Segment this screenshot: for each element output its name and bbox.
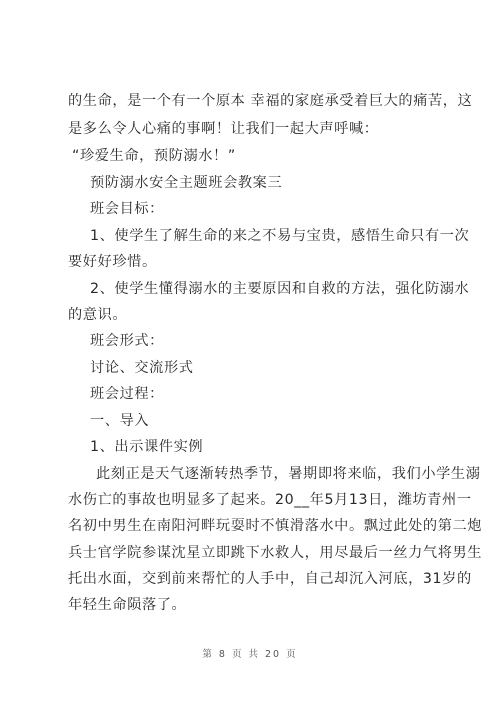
text-line: 托出水面，交到前来帮忙的人手中，自己却沉入河底，31岁的 <box>68 571 472 587</box>
text-line: 一、导入 <box>90 413 150 429</box>
text-line: 2、使学生懂得溺水的主要原因和自救的方法，强化防溺水 <box>90 281 470 297</box>
text-line: 此刻正是天气逐渐转热季节，暑期即将来临，我们小学生溺 <box>96 466 481 482</box>
slogan-line: “珍爱生命，预防溺水！” <box>72 148 236 164</box>
text-line: 名初中男生在南阳河畔玩耍时不慎滑落水中。飘过此处的第二炮 <box>68 518 483 534</box>
heading-format: 班会形式： <box>90 333 164 349</box>
page-number-footer: 第 8 页 共 20 页 <box>202 649 298 660</box>
text-line: 1、出示课件实例 <box>90 439 204 455</box>
section-title: 预防溺水安全主题班会教案三 <box>90 175 283 191</box>
text-line: 兵士官学院参谋沈星立即跳下水救人，用尽最后一丝力气将男生 <box>68 545 483 561</box>
heading-goals: 班会目标： <box>90 201 164 217</box>
text-line: 要好好珍惜。 <box>68 254 157 270</box>
text-line: 年轻生命陨落了。 <box>68 597 187 613</box>
text-line: 水伤亡的事故也明显多了起来。20__年5月13日，潍坊青州一 <box>68 492 472 508</box>
text-line: 讨论、交流形式 <box>90 360 194 376</box>
text-line: 1、使学生了解生命的来之不易与宝贵，感悟生命只有一次 <box>90 228 470 244</box>
text-line: 是多么令人心痛的事啊！让我们一起大声呼喊： <box>68 121 379 137</box>
text-line: 的生命，是一个有一个原本 幸福的家庭承受着巨大的痛苦，这 <box>68 93 473 109</box>
text-line: 的意识。 <box>68 307 128 323</box>
heading-process: 班会过程： <box>90 386 164 402</box>
